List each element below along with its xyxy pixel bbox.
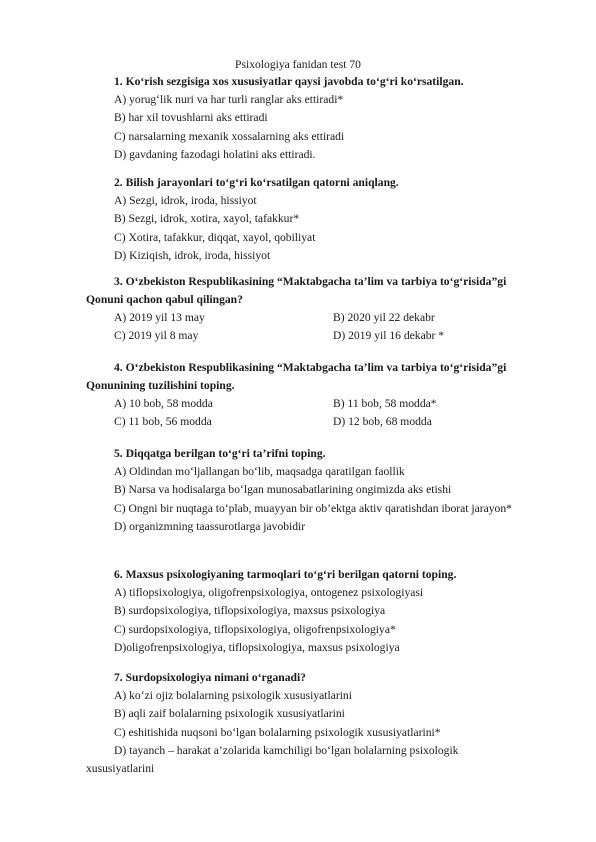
option-a: A) 2019 yil 13 may bbox=[114, 311, 205, 324]
option-b: B) Sezgi, idrok, xotira, xayol, tafakkur* bbox=[114, 212, 300, 226]
option-b: B) aqli zaif bolalarning psixologik xususiyatlarini bbox=[114, 707, 345, 721]
option-c: C) Xotira, tafakkur, diqqat, xayol, qobiliyat bbox=[114, 230, 316, 244]
option-a: A) ko‘zi ojiz bolalarning psixologik xususiyatlarini bbox=[114, 689, 352, 702]
question-2 bbox=[86, 174, 516, 265]
option-b: B) surdopsixologiya, tiflopsixologiya, maxsus psixologiya bbox=[114, 604, 386, 618]
option-b: B) 11 bob, 58 modda* bbox=[333, 397, 437, 410]
option-c: C) narsalarning mexanik xossalarning aks ettiradi bbox=[114, 129, 345, 143]
options-row-1 bbox=[86, 395, 516, 413]
question-1 bbox=[86, 73, 516, 164]
question-text: 6. Maxsus psixologiyaning tarmoqlari to‘g‘ri berilgan qatorni toping. bbox=[114, 568, 457, 581]
question-text: 3. O‘zbekiston Respublikasining “Maktabgacha ta’lim va tarbiya to‘g‘risida”gi Qonuni qachon qabul qilingan? bbox=[86, 275, 507, 306]
question-text: 5. Diqqatga berilgan to‘g‘ri ta’rifni toping. bbox=[114, 447, 326, 460]
option-c: C) surdopsixologiya, tiflopsixologiya, oligofrenpsixologiya* bbox=[114, 622, 396, 636]
option-a: A) tiflopsixologiya, oligofrenpsixologiya, ontogenez psixologiyasi bbox=[114, 586, 424, 599]
question-7 bbox=[86, 669, 516, 778]
option-d: D) organizmning taassurotlarga javobidir bbox=[114, 519, 306, 533]
option-d: D) 2019 yil 16 dekabr * bbox=[333, 329, 445, 343]
question-5 bbox=[86, 445, 516, 536]
options-row-2 bbox=[86, 327, 516, 345]
question-text: 1. Ko‘rish sezgisiga xos xususiyatlar qaysi javobda to‘g‘ri ko‘rsatilgan. bbox=[114, 75, 464, 88]
option-b: B) 2020 yil 22 dekabr bbox=[333, 311, 435, 324]
option-d: D) Kiziqish, idrok, iroda, hissiyot bbox=[114, 248, 271, 262]
option-c: C) eshitishida nuqsoni bo‘lgan bolalarning psixologik xususiyatlarini* bbox=[114, 725, 441, 739]
option-d: D) gavdaning fazodagi holatini aks ettiradi. bbox=[114, 147, 316, 161]
option-c: C) Ongni bir nuqtaga to‘plab, muayyan bir ob’ektga aktiv qaratishdan iborat jarayon* bbox=[114, 501, 512, 515]
option-b: B) Narsa va hodisalarga bo‘lgan munosabatlarining ongimizda aks etishi bbox=[114, 483, 452, 497]
option-c: C) 11 bob, 56 modda bbox=[114, 415, 212, 429]
options-row-1 bbox=[86, 309, 516, 327]
option-d: D)oligofrenpsixologiya, tiflopsixologiya, maxsus psixologiya bbox=[114, 640, 400, 654]
options-row-2 bbox=[86, 413, 516, 431]
option-a: A) Sezgi, idrok, iroda, hissiyot bbox=[114, 194, 257, 207]
question-text: 7. Surdopsixologiya nimani o‘rganadi? bbox=[114, 671, 306, 684]
question-4 bbox=[86, 359, 516, 432]
question-text: 4. O‘zbekiston Respublikasining “Maktabgacha ta’lim va tarbiya to‘g‘risida”gi Qonunining tuzilishini toping. bbox=[86, 361, 507, 392]
option-a: A) yorug‘lik nuri va har turli ranglar aks ettiradi* bbox=[114, 93, 344, 106]
option-a: A) Oldindan mo‘ljallangan bo‘lib, maqsadga qaratilgan faollik bbox=[114, 465, 405, 478]
option-d: D) tayanch – harakat a’zolarida kamchiligi bo‘lgan bolalarning psixologik xususiyatlarini bbox=[86, 743, 459, 776]
option-a: A) 10 bob, 58 modda bbox=[114, 397, 213, 410]
question-text: 2. Bilish jarayonlari to‘g‘ri ko‘rsatilgan qatorni aniqlang. bbox=[114, 176, 399, 189]
option-d: D) 12 bob, 68 modda bbox=[333, 415, 432, 429]
question-6 bbox=[86, 566, 516, 657]
option-c: C) 2019 yil 8 may bbox=[114, 329, 199, 343]
question-3 bbox=[86, 273, 516, 346]
option-b: B) har xil tovushlarni aks ettiradi bbox=[114, 111, 268, 125]
document-title: Psixologiya fanidan test 70 bbox=[235, 58, 361, 71]
